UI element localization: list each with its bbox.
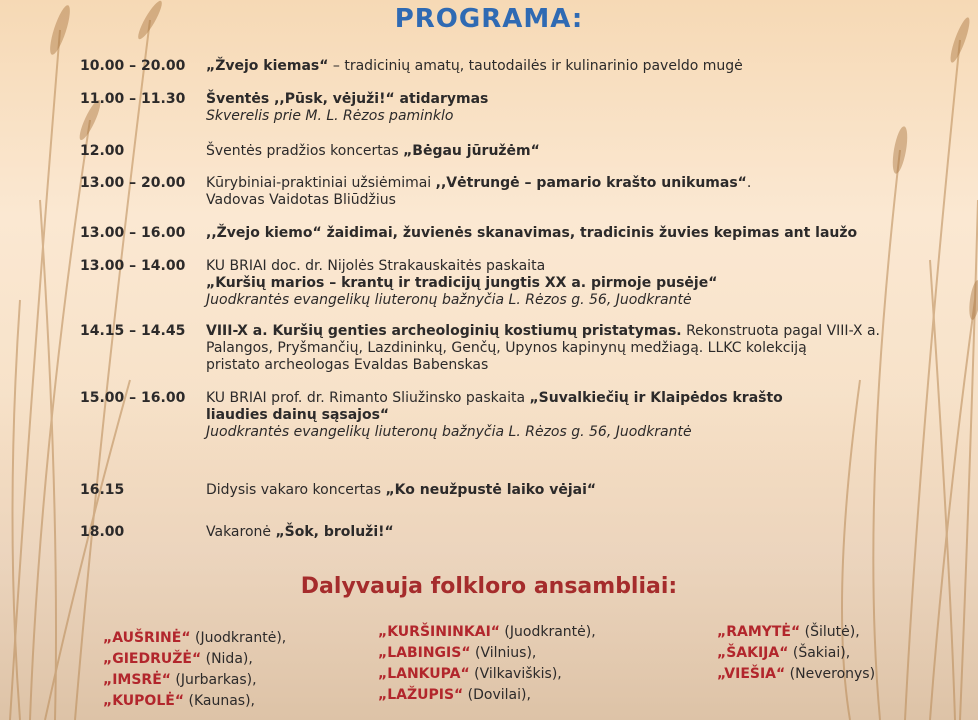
ensemble-place: (Šakiai),: [788, 645, 851, 661]
ensemble-name: „LAŽUPIS“: [378, 687, 464, 703]
ensemble-item: [378, 685, 596, 706]
schedule-description: [206, 390, 906, 441]
schedule-description: [206, 58, 906, 75]
ensemble-name: „KURŠININKAI“: [378, 624, 500, 640]
description-line: [206, 108, 906, 125]
ensemble-name: „LANKUPA“: [378, 666, 470, 682]
text-segment: Kūrybiniai-praktiniai užsiėmimai: [206, 175, 436, 191]
schedule-description: [206, 258, 906, 309]
ensemble-item: [717, 664, 875, 685]
text-segment: Šventės pradžios koncertas: [206, 143, 404, 159]
ensemble-item: [103, 628, 286, 649]
ensemble-place: (Neveronys): [785, 666, 876, 682]
ensemble-place: (Jurbarkas),: [170, 672, 257, 688]
description-line: [206, 258, 906, 275]
program-title: PROGRAMA:: [394, 4, 584, 34]
ensemble-column: [378, 622, 596, 706]
ensemble-item: [103, 670, 286, 691]
schedule-description: [206, 91, 906, 125]
ensemble-name: „KUPOLĖ“: [103, 693, 185, 709]
text-segment: Skverelis prie M. L. Rėzos paminklo: [206, 108, 454, 124]
description-line: [206, 143, 906, 160]
schedule-time: 14.15 – 14.45: [80, 323, 186, 339]
text-segment: Didysis vakaro koncertas: [206, 482, 386, 498]
ensemble-name: „RAMYTĖ“: [717, 624, 801, 640]
ensemble-name: „LABINGIS“: [378, 645, 471, 661]
description-line: [206, 192, 906, 209]
schedule-time: 10.00 – 20.00: [80, 58, 186, 74]
ensembles-heading: Dalyvauja folkloro ansambliai:: [300, 574, 678, 599]
ensemble-item: [103, 649, 286, 670]
schedule-description: [206, 323, 906, 374]
ensemble-item: [378, 664, 596, 685]
ensemble-place: (Juodkrantė),: [499, 624, 596, 640]
schedule-description: [206, 482, 906, 499]
ensemble-item: [103, 691, 286, 712]
ensemble-item: [717, 643, 875, 664]
description-line: [206, 390, 906, 407]
description-line: [206, 482, 906, 499]
ensemble-item: [378, 643, 596, 664]
schedule-time: 18.00: [80, 524, 125, 540]
ensemble-name: „AUŠRINĖ“: [103, 630, 191, 646]
text-segment: Vadovas Vaidotas Bliūdžius: [206, 192, 396, 208]
description-line: [206, 424, 906, 441]
text-segment: liaudies dainų sąsajos“: [206, 407, 390, 423]
text-segment: – tradicinių amatų, tautodailės ir kulinarinio paveldo mugė: [328, 58, 743, 74]
schedule-time: 12.00: [80, 143, 125, 159]
description-line: [206, 323, 906, 340]
text-segment: „Ko neužpustė laiko vėjai“: [385, 482, 597, 498]
description-line: [206, 91, 906, 108]
text-segment: „Kuršių marios – krantų ir tradicijų jungtis XX a. pirmoje pusėje“: [206, 275, 718, 291]
description-line: [206, 524, 906, 541]
schedule-description: [206, 143, 906, 160]
text-segment: Rekonstruota pagal VIII-X a.: [681, 323, 880, 339]
description-line: [206, 175, 906, 192]
schedule-time: 13.00 – 20.00: [80, 175, 186, 191]
text-segment: Juodkrantės evangelikų liuteronų bažnyčia L. Rėzos g. 56, Juodkrantė: [206, 424, 692, 440]
ensemble-item: [378, 622, 596, 643]
text-segment: „Šok, broluži!“: [275, 524, 394, 540]
description-line: [206, 340, 906, 357]
schedule-description: [206, 225, 906, 242]
ensemble-column: [717, 622, 875, 685]
text-segment: Šventės ,,Pūsk, vėjuži!“ atidarymas: [206, 91, 489, 107]
ensemble-place: (Nida),: [201, 651, 253, 667]
description-line: [206, 292, 906, 309]
text-segment: ,,Žvejo kiemo“ žaidimai, žuvienės skanavimas, tradicinis žuvies kepimas ant laužo: [206, 225, 858, 241]
text-segment: „Žvejo kiemas“: [206, 58, 329, 74]
schedule-description: [206, 524, 906, 541]
schedule-time: 13.00 – 16.00: [80, 225, 186, 241]
description-line: [206, 275, 906, 292]
text-segment: Juodkrantės evangelikų liuteronų bažnyčia L. Rėzos g. 56, Juodkrantė: [206, 292, 692, 308]
ensemble-name: „ŠAKIJA“: [717, 645, 789, 661]
ensemble-place: (Dovilai),: [463, 687, 531, 703]
ensemble-name: „GIEDRUŽĖ“: [103, 651, 202, 667]
schedule-time: 15.00 – 16.00: [80, 390, 186, 406]
ensemble-place: (Juodkrantė),: [190, 630, 287, 646]
schedule-time: 13.00 – 14.00: [80, 258, 186, 274]
schedule-time: 11.00 – 11.30: [80, 91, 186, 107]
schedule-time: 16.15: [80, 482, 125, 498]
ensemble-item: [717, 622, 875, 643]
ensemble-place: (Kaunas),: [184, 693, 255, 709]
description-line: [206, 407, 906, 424]
ensemble-place: (Vilnius),: [470, 645, 537, 661]
text-segment: ,,Vėtrungė – pamario krašto unikumas“: [435, 175, 747, 191]
text-segment: „Bėgau jūružėm“: [403, 143, 540, 159]
description-line: [206, 357, 906, 374]
text-segment: Palangos, Pryšmančių, Lazdininkų, Genčų, Upynos kapinynų medžiagą. LLKC kolekciją: [206, 340, 807, 356]
text-segment: KU BRIAI prof. dr. Rimanto Sliužinsko paskaita: [206, 390, 530, 406]
ensemble-place: (Vilkaviškis),: [469, 666, 562, 682]
schedule-description: [206, 175, 906, 209]
text-segment: Vakaronė: [206, 524, 276, 540]
text-segment: .: [746, 175, 752, 191]
text-segment: „Suvalkiečių ir Klaipėdos krašto: [529, 390, 783, 406]
text-segment: KU BRIAI doc. dr. Nijolės Strakauskaitės paskaita: [206, 258, 546, 274]
text-segment: VIII-X a. Kuršių genties archeologinių kostiumų pristatymas.: [206, 323, 682, 339]
ensemble-place: (Šilutė),: [800, 624, 860, 640]
text-segment: pristato archeologas Evaldas Babenskas: [206, 357, 489, 373]
description-line: [206, 58, 906, 75]
ensemble-name: „VIEŠIA“: [717, 666, 786, 682]
ensemble-name: „IMSRĖ“: [103, 672, 171, 688]
description-line: [206, 225, 906, 242]
ensemble-column: [103, 628, 286, 712]
